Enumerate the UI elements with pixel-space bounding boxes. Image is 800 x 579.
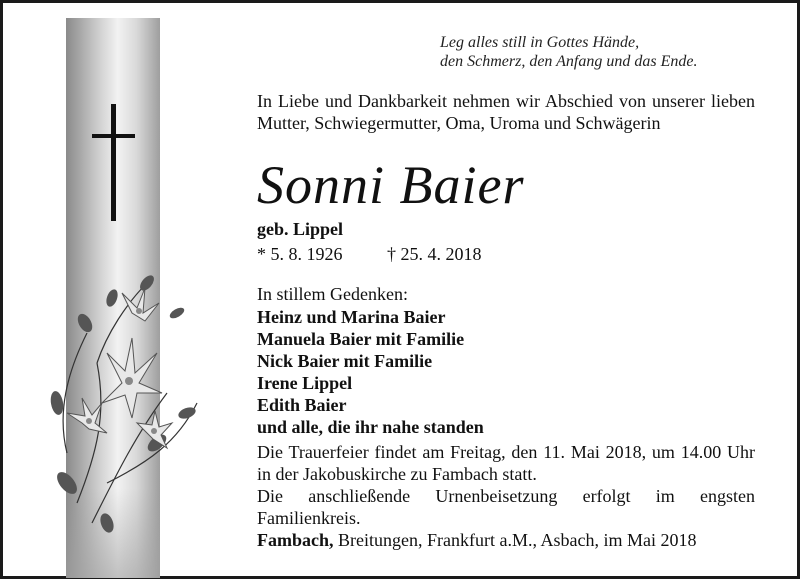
life-dates [257, 243, 482, 265]
deceased-name: Sonni Baier [257, 155, 525, 215]
urn-notice: Die anschließende Urnenbeisetzung erfolgt im engsten Familienkreis. [257, 486, 755, 528]
maiden-name: geb. Lippel [257, 219, 344, 239]
mourners-list [257, 306, 484, 438]
mourner: Nick Baier mit Familie [257, 351, 433, 371]
mourning-heading: In stillem Gedenken: [257, 284, 408, 304]
mourner: und alle, die ihr nahe standen [257, 417, 484, 437]
death-date: † 25. 4. 2018 [387, 244, 482, 264]
cross-icon [111, 104, 116, 221]
mourner: Manuela Baier mit Familie [257, 329, 465, 349]
motto-line-2: den Schmerz, den Anfang und das Ende. [440, 53, 698, 70]
funeral-notice: Die Trauerfeier findet am Freitag, den 11. Mai 2018, um 14.00 Uhr in der Jakobuskirche zu Fambach statt. [257, 442, 755, 484]
cross-icon-bar [92, 134, 135, 138]
lily-bouquet-icon [37, 253, 207, 543]
signoff-rest: Breitungen, Frankfurt a.M., Asbach, im Mai 2018 [333, 530, 697, 550]
mourner: Heinz und Marina Baier [257, 307, 446, 327]
signoff [257, 529, 696, 551]
mourner: Edith Baier [257, 395, 347, 415]
mourner: Irene Lippel [257, 373, 353, 393]
birth-date: * 5. 8. 1926 [257, 244, 343, 264]
signoff-town: Fambach, [257, 530, 334, 550]
motto [440, 33, 756, 71]
motto-line-1: Leg alles still in Gottes Hände, [440, 34, 640, 51]
intro-text: In Liebe und Dankbarkeit nehmen wir Abschied von unserer lieben Mutter, Schwiegermutter, Oma, Uroma und Schwägerin [257, 91, 755, 133]
